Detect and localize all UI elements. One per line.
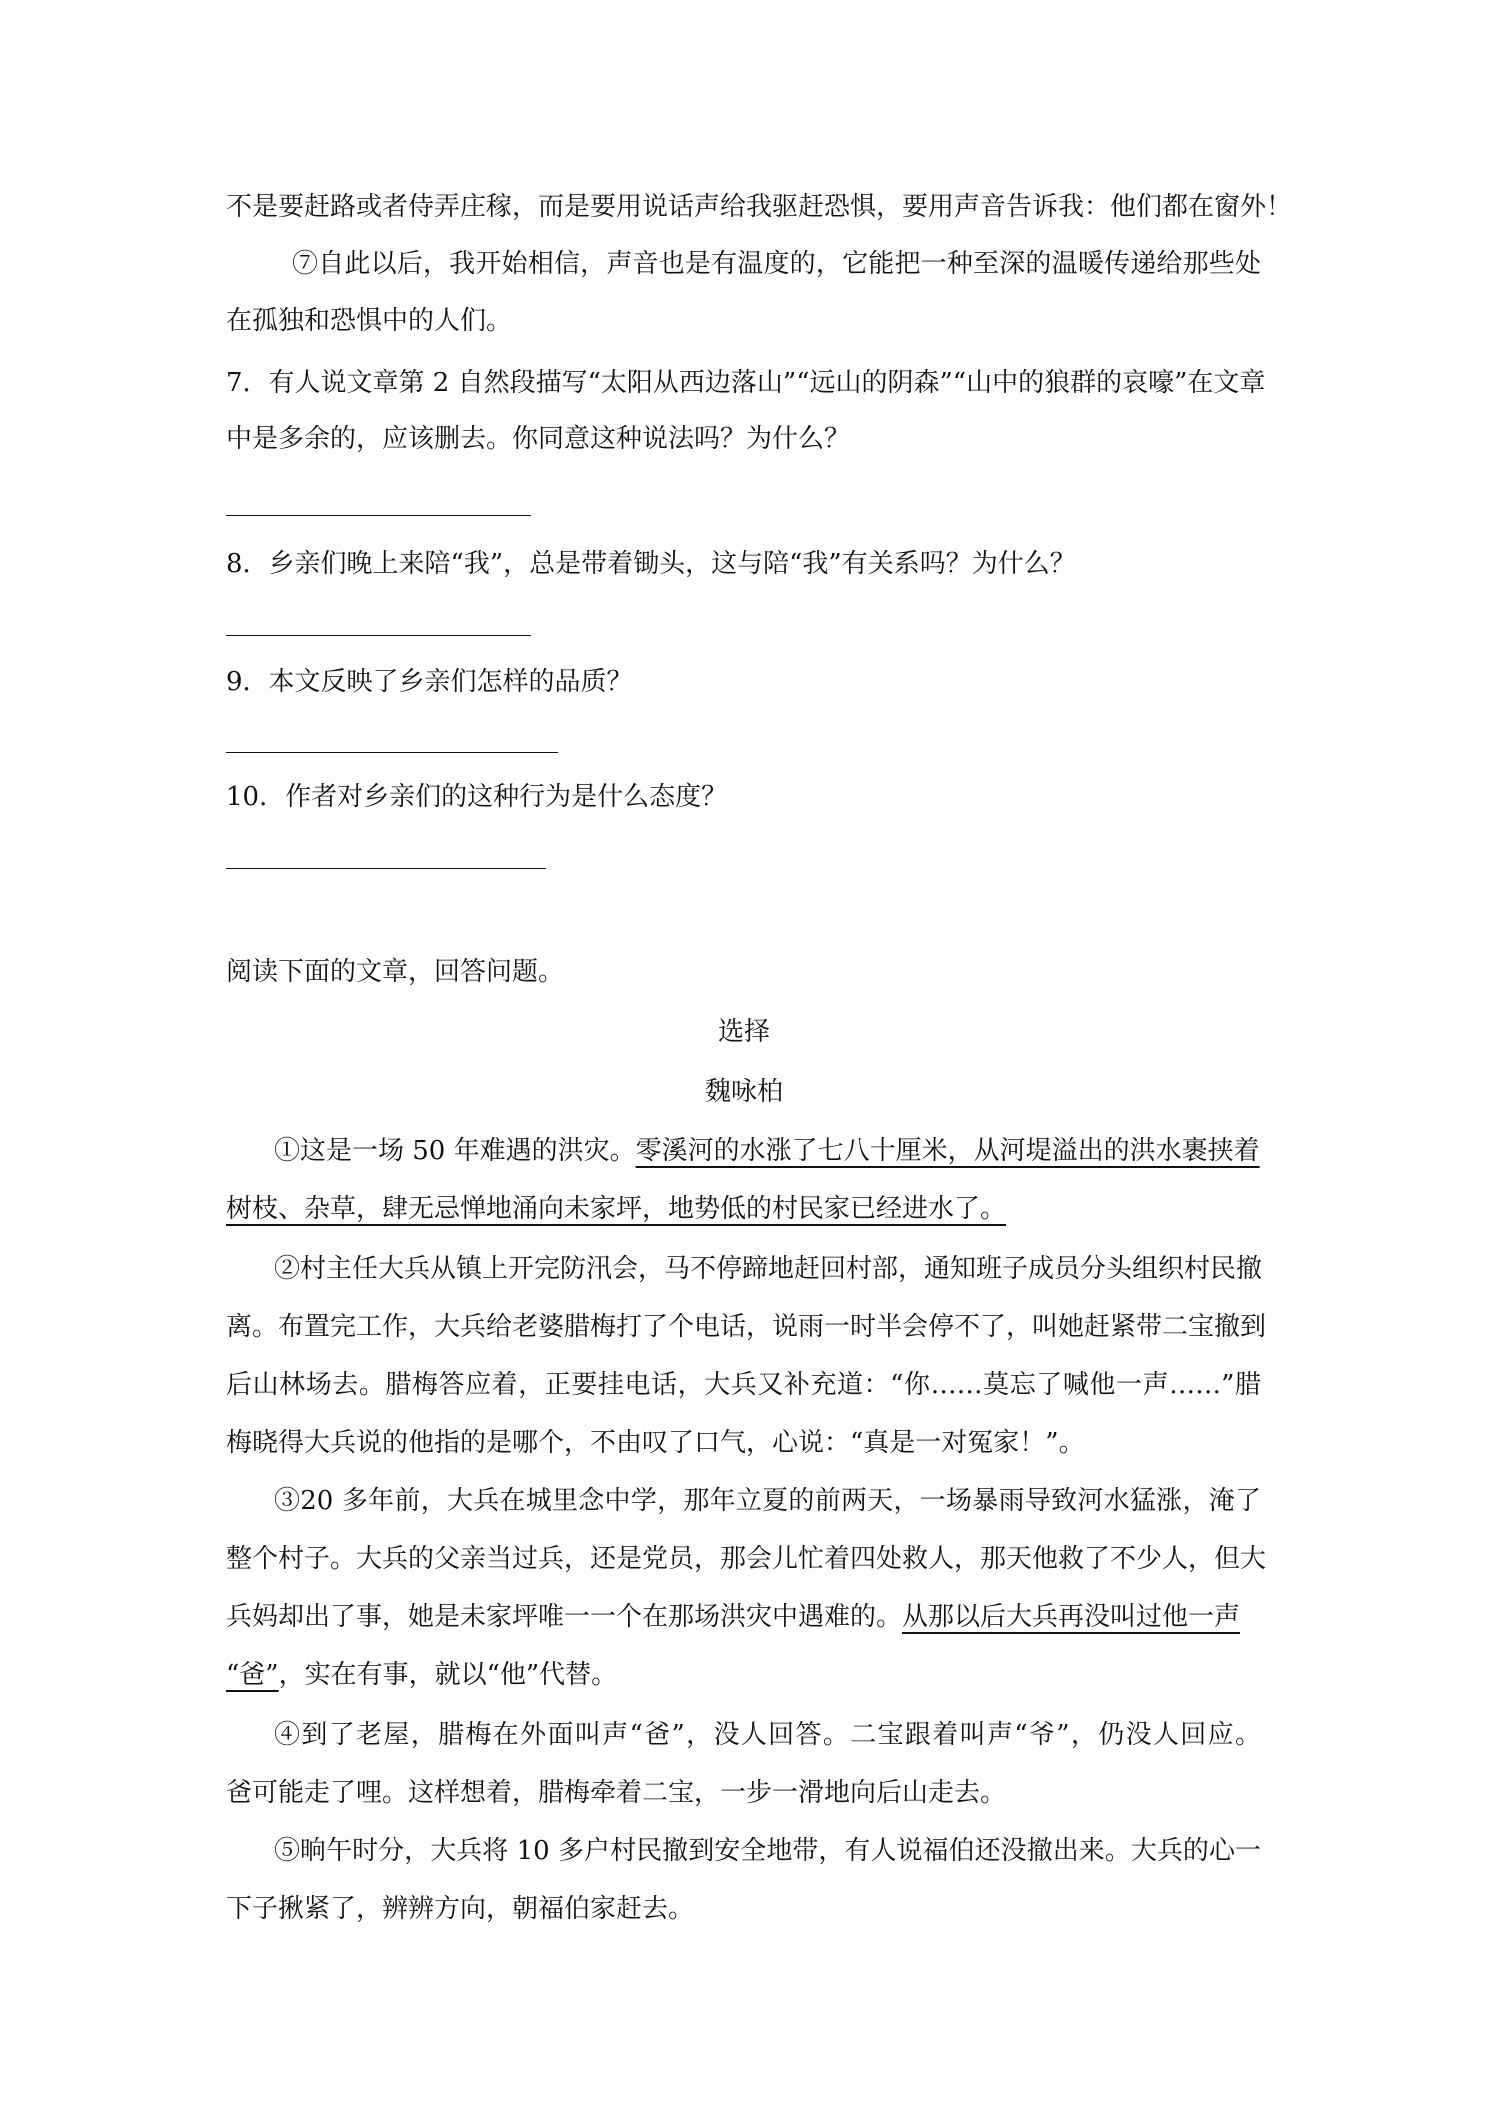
article-title: 选择 <box>717 1017 770 1047</box>
answer-line-q10 <box>226 868 546 869</box>
story2-p3-line4-underlined: “爸” <box>226 1660 279 1690</box>
story2-p3-line3-prefix: 兵妈却出了事，她是未家坪唯一一个在那场洪灾中遇难的。 <box>226 1602 903 1632</box>
story2-p1-line1 <box>274 1134 1260 1168</box>
story2-p3-line4 <box>226 1658 617 1692</box>
story1-line-a: 不是要赶路或者侍弄庄稼，而是要用说话声给我驱赶恐惧，要用声音告诉我：他们都在窗外！ <box>226 192 1293 222</box>
article-author: 魏咏柏 <box>704 1077 783 1107</box>
answer-line-q8 <box>226 635 531 636</box>
question-7-line2: 中是多余的，应该删去。你同意这种说法吗？为什么？ <box>226 424 851 454</box>
story2-p3-line3 <box>226 1600 1240 1634</box>
story1-p7-line2: 在孤独和恐惧中的人们。 <box>226 306 513 336</box>
story2-p3-line4-suffix: ，实在有事，就以“他”代替。 <box>278 1660 618 1690</box>
story2-p1-line2: 树枝、杂草，肆无忌惮地涌向未家坪，地势低的村民家已经进水了。 <box>226 1194 1007 1224</box>
story1-p7-line1: ⑦自此以后，我开始相信，声音也是有温度的，它能把一种至深的温暖传递给那些处 <box>292 249 1261 279</box>
question-7-line1: 7．有人说文章第 2 自然段描写“太阳从西边落山”“远山的阴森”“山中的狼群的哀嚎”在文章 <box>226 368 1266 398</box>
question-10: 10．作者对乡亲们的这种行为是什么态度？ <box>226 782 728 812</box>
story2-p2-line4: 梅晓得大兵说的他指的是哪个，不由叹了口气，心说：“真是一对冤家！”。 <box>226 1428 1085 1458</box>
story2-p3-line3-underlined: 从那以后大兵再没叫过他一声 <box>902 1602 1241 1632</box>
story2-p1-prefix: ①这是一场 50 年难遇的洪灾。 <box>274 1136 636 1166</box>
story2-p5-line2: 下子揪紧了，辨辨方向，朝福伯家赶去。 <box>226 1894 695 1924</box>
story2-p2-line3: 后山林场去。腊梅答应着，正要挂电话，大兵又补充道：“你……莫忘了喊他一声……”腊 <box>226 1370 1261 1400</box>
answer-line-q7 <box>226 515 531 516</box>
story2-p1-underlined: 零溪河的水涨了七八十厘米，从河堤溢出的洪水裹挟着 <box>635 1136 1260 1166</box>
answer-line-q9 <box>226 752 558 753</box>
story2-p3-line1: ③20 多年前，大兵在城里念中学，那年立夏的前两天，一场暴雨导致河水猛涨，淹了 <box>274 1486 1261 1516</box>
question-8: 8．乡亲们晚上来陪“我”，总是带着锄头，这与陪“我”有关系吗？为什么？ <box>226 549 1076 579</box>
story2-p4-line2: 爸可能走了哩。这样想着，腊梅牵着二宝，一步一滑地向后山走去。 <box>226 1778 1007 1808</box>
story2-p2-line2: 离。布置完工作，大兵给老婆腊梅打了个电话，说雨一时半会停不了，叫她赶紧带二宝撤到 <box>226 1312 1267 1342</box>
story2-p3-line2: 整个村子。大兵的父亲当过兵，还是党员，那会儿忙着四处救人，那天他救了不少人，但大 <box>226 1544 1267 1574</box>
story2-p4-line1: ④到了老屋，腊梅在外面叫声“爸”，没人回答。二宝跟着叫声“爷”，仍没人回应。 <box>274 1720 1261 1750</box>
question-9: 9．本文反映了乡亲们怎样的品质？ <box>226 667 633 697</box>
story2-p5-line1: ⑤晌午时分，大兵将 10 多户村民撤到安全地带，有人说福伯还没撤出来。大兵的心一 <box>274 1836 1261 1866</box>
story2-p2-line1: ②村主任大兵从镇上开完防汛会，马不停蹄地赶回村部，通知班子成员分头组织村民撤 <box>274 1254 1263 1284</box>
reading-instruction: 阅读下面的文章，回答问题。 <box>226 957 565 987</box>
